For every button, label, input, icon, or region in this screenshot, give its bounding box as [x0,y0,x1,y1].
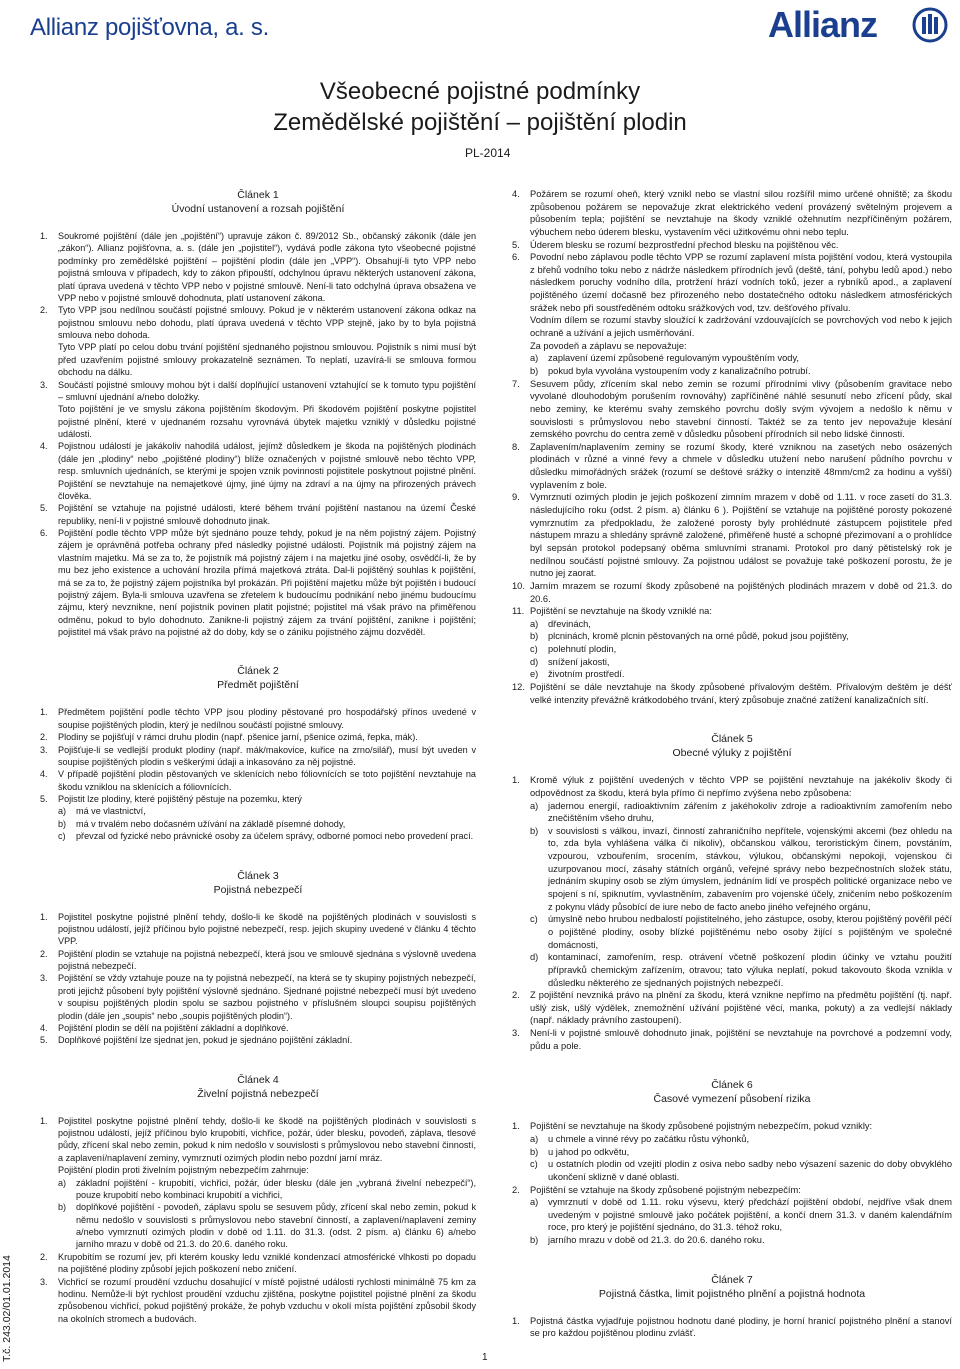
paragraph-number: 4. [40,441,48,452]
sub-item-letter: b) [58,1202,67,1213]
sub-item-letter: b) [530,631,539,642]
numbered-paragraph [512,1184,952,1197]
document-title-line2: Zemědělské pojištění – pojištění plodin [273,109,687,136]
numbered-paragraph [40,768,476,793]
sub-item-text: dřevinách, [548,618,591,629]
numbered-paragraph [40,1276,476,1326]
sub-item-text: snížení jakosti, [548,656,610,667]
paragraph-number: 10. [512,580,525,591]
sub-item-text: vymrznutí v době od 1.11. roku výsevu, který předchází pojištění období, nejdříve však dnem uvedeným v pojistné smlouvě jako počátek pojištění, a končí dnem 31.3. v daném kalendářním roce, pro který je pojištění sjednáno, do 31.3. téhož roku, [548,1197,952,1233]
paragraph-number: 1. [40,911,48,922]
sub-item [40,1177,476,1202]
paragraph-text: Pojistit lze plodiny, které pojištěný pěstuje na pozemku, který [58,794,302,804]
sub-item-letter: d) [530,656,539,667]
sub-item-letter: a) [58,1177,67,1188]
sub-item-text: životním prostředí. [548,669,625,680]
page-number: 1 [482,1352,488,1363]
section-spacer [40,1047,476,1073]
numbered-paragraph [512,1120,952,1133]
left-column [40,188,476,1325]
sub-item [512,800,952,825]
sub-item-text: plcninách, kromě plcnin pěstovaných na orné půdě, pokud jsou pojištěny, [548,631,849,642]
allianz-logo [768,4,950,48]
paragraph-number: 4. [40,769,48,780]
article-number: Článek 5 [711,733,753,746]
paragraph-number: 2. [40,948,48,959]
article-number: Článek 4 [237,1073,279,1086]
numbered-paragraph [512,491,952,579]
sub-item-letter: e) [530,669,539,680]
numbered-paragraph [512,989,952,1027]
paragraph-number: 1. [512,1121,520,1132]
continuation-paragraph: Toto pojištění je ve smyslu zákona pojištěním škodovým. Při škodovém pojištění poskytne pojistitel pojistné plnění, které v ujednaném rozsahu vyrovnává úbytek majetku vzniklý v důsledku pojistné události. [58,404,476,439]
sub-item-text: základní pojištění - krupobití, vichřici, požár, úder blesku (dále jen „vybraná živelní nebezpečí“), pouze krupobití nebo kombinaci krupobití a vichřici, [76,1177,476,1200]
paragraph-text: Jarním mrazem se rozumí škody způsobené na pojištěných plodinách mrazem v době od 21.3. do 20.6. [530,580,952,604]
paragraph-number: 6. [512,252,520,263]
article-number: Článek 1 [237,189,279,201]
numbered-paragraph [40,972,476,1022]
paragraph-number: 12. [512,681,525,692]
sub-item [512,913,952,951]
sub-item-letter: a) [530,1134,539,1144]
paragraph-text: Úderem blesku se rozumí bezprostřední přechod blesku na pojištěnou věc. [530,239,839,250]
numbered-paragraph [512,1315,952,1340]
sub-item-text: u chmele a vinné révy po začátku růstu výhonků, [548,1134,750,1144]
sub-item-letter: c) [530,1159,538,1170]
paragraph-text: Pojištění plodin se dělí na pojištění základní a doplňkové. [58,1022,289,1033]
paragraph-number: 3. [512,1028,520,1039]
paragraph-text: Z pojištění nevzniká právo na plnění za škodu, která vznikne nepřímo na předmětu pojištění (tj. např. ušlý zisk, ušlý výdělek, znemožnění užívání pojištěné věci, manka, pokuty) a za vedlejší náklady (např. náklady právního zastoupení). [530,990,952,1026]
sub-item-letter: d) [530,952,539,963]
sub-item-text: pokud byla vyvolána vystoupením vody z kanalizačního potrubí. [548,365,811,376]
sub-item [512,668,952,681]
article-heading [40,869,476,897]
sub-item [512,1234,952,1247]
numbered-paragraph [40,948,476,973]
document-title-line1: Všeobecné pojistné podmínky [319,78,641,105]
continuation-paragraph: Tyto VPP platí po celou dobu trvání pojištění sjednaného pojistnou smlouvou. Pojistník s nimi musí být před uzavřením pojistné smlouvy prokazatelně seznámen. To neplatí, uzavírá-li se smlouva formou obchodu na dálku. [58,342,476,378]
numbered-paragraph [512,774,952,799]
numbered-paragraph [512,681,952,706]
paragraph-number: 1. [512,1315,520,1326]
numbered-paragraph [40,379,476,404]
sub-item-letter: c) [530,914,538,925]
paragraph-number: 1. [40,707,48,718]
paragraph-number: 2. [40,305,48,316]
sub-item-text: má v trvalém nebo dočasném užívání na základě písemné dohody, [76,818,346,829]
paragraph-text: Pojištění se vztahuje na škody způsobené pojistným nebezpečím: [530,1184,801,1195]
numbered-paragraph [40,304,476,341]
paragraph-text: Vymrznutí ozimých plodin je jejich poškození zimním mrazem v době od 1.11. v roce zasetí do 31.3. následujícího roku (odst. 2 písm. a) článku 6 ). Pojištění se vztahuje na pojištěné porosty pokozené vymrznutím za předpokladu, že založené porosty byly prohlédnuté zástupcem pojistitele před nástupem mrazu a shledány správně založené, přiměřeně husté a schopné přezimovaní a o prohlídce byl sepsán protokol podepsaný oběma smluvními stranami. Protokol pro daný pětistelský rok je nedílnou součástí pojistné smlouvy. Za pojistnou událost se považuje také poškození porostu, že je nutno jej zaorat. [530,492,952,579]
paragraph-number: 5. [40,1035,48,1046]
continuation-paragraph: Za povodeň a záplavu se nepovažuje: [530,340,687,351]
paragraph-text: Krupobitím se rozumí jev, při kterém kousky ledu vzniklé kondenzací atmosférické vlhkosti po dopadu na pojištěné plodiny způsobí jejich poškození nebo zničení. [58,1251,476,1275]
right-column [512,188,952,1340]
sub-item-letter: a) [58,806,67,817]
numbered-paragraph [512,605,952,618]
paragraph-text: Zaplavením/naplavením zeminy se rozumí škody, které vzniknou na zasetých nebo osázených plodinách v různé a vinné řevy a chmele v důsledku utužení nebo narušení půdního povrchu v důsledku mimořádných srážek (rozumí se deštové srážky o intenzitě 48mm/cm2 za hodinu a vyšší) vyplavením z bole. [530,441,952,490]
sub-item [40,830,476,842]
paragraph-number: 5. [40,503,48,514]
sub-item [512,1158,952,1183]
sub-item-letter: b) [530,1235,539,1246]
sub-item-text: doplňkové pojištění - povodeň, záplavu spolu se sesuvem půdy, zřícení skal nebo zemin, pokud k němu nedošlo v souvislosti s průmyslovou nebo stavební činností, a zaplavení/naplavení zeminy a/nebo vymrznutí ozimých plodin v době od 1.11. do 31.3. (odst. 2 písm. a) článku 6) a/nebo jarního mrazu v době od 21.3. do 20.6. daného roku. [76,1202,476,1250]
paragraph-number: 1. [40,1115,48,1126]
numbered-paragraph [40,1251,476,1276]
sub-item-text: převzal od fyzické nebo právnické osoby za účelem správy, odborné pomoci nebo provedení prací. [76,831,474,842]
numbered-paragraph [512,580,952,605]
paragraph-text: Kromě výluk z pojištění uvedených v těchto VPP se pojištění nevztahuje na jakékoliv škody či odpovědnost za škodu, která byla přímo či nepřímo zvýšena nebo způsobena: [530,775,952,798]
sub-item-letter: b) [530,365,539,376]
numbered-paragraph [40,230,476,304]
article-title: Časové vymezení působení rizika [653,1093,811,1106]
article-title: Živelní pojistná nebezpečí [197,1087,319,1100]
numbered-paragraph [40,744,476,769]
paragraph-text: Pojištění se nevztahuje na škody vzniklé na: [530,606,712,617]
paragraph-text: Povodní nebo záplavou podle těchto VPP se rozumí zaplavení místa pojištění vodou, která vystoupila z břehů vodního toku nebo z nádrže následkem přírodních jevů (deště, tání, pohybu ledů apod.) nebo následkem poruchy vodního díla, protržení hrází vodních toků, jezer a rybníků apod., a zaplavení pojištěného území dočasně bez přirozeného nebo dostatečného odtoku následkem atmosférických srážek nebo při soustředěném odtoku srážkových vod, tzv. dešťového přívalu. [530,252,952,313]
paragraph-number: 2. [512,1184,520,1195]
sub-item-letter: a) [530,800,539,811]
sub-item-text: úmyslně nebo hrubou nedbalostí pojistitelného, jeho zástupce, osoby, kterou pojištěný pověřil péčí o pojištěné plodiny, osoby blízké pojištěnému nebo osoby žijící s pojištěným ve společné domácnosti, [548,914,952,950]
sub-item-text: zaplavení území způsobené regulovaným vypouštěním vody, [548,353,799,364]
paragraph-number: 11. [512,606,525,617]
paragraph-number: 1. [512,775,520,786]
sub-item-letter: b) [58,818,67,829]
article-title: Úvodní ustanovení a rozsah pojištění [171,203,345,215]
article-number: Článek 3 [237,869,279,882]
article-heading [512,1273,952,1301]
paragraph-number: 3. [40,744,48,755]
article-heading [40,664,476,692]
numbered-paragraph [40,911,476,948]
paragraph-number: 5. [40,794,48,804]
numbered-paragraph [40,440,476,502]
paragraph-number: 5. [512,239,520,250]
sub-item-letter: c) [530,644,538,655]
paragraph-text: Pojištění plodin se vztahuje na pojistná nebezpečí, která jsou ve smlouvě sjednána s výslovně uvedena pojistná nebezpečí. [58,948,476,971]
logo-wordmark: Allianz [768,4,878,45]
sub-item [512,951,952,989]
paragraph-text: Pojištění se vztahuje na pojistné události, které během trvání pojištění nastanou na území České republiky, není-li v pojistné smlouvě dohodnuto jinak. [58,503,476,526]
numbered-paragraph [512,188,952,239]
sub-item [40,818,476,830]
sub-item-letter: a) [530,1197,539,1208]
sub-item-letter: c) [58,831,66,842]
paragraph-number: 4. [512,189,520,199]
article-number: Článek 7 [711,1273,753,1286]
numbered-paragraph [512,441,952,492]
sub-item-letter: a) [530,618,539,629]
numbered-paragraph [512,378,952,441]
sub-item [512,825,952,913]
article-heading [40,1073,476,1101]
paragraph-text: Pojištění se vždy vztahuje pouze na ty pojistná nebezpečí, na která se ty skupiny pojistných nebezpečí, proti jejichž působení byly pojištění výslovně sjednáno. Sjednané pojistné nebezpečí musí být uvedeno v soupisu pojištěných plodin spolu se sazbou pojistného v příslušném sloupci soupisu pojištěných plodin (dále jen „soupis“ nebo „soupis pojištěných plodin“). [58,973,476,1021]
section-spacer [512,1052,952,1078]
numbered-paragraph [512,251,952,314]
paragraph-number: 9. [512,492,520,503]
company-name: Allianz pojišťovna, a. s. [30,14,269,41]
paragraph-text: Pojištění se dále nevztahuje na škody způsobené přívalovým deštěm. Přívalovým deštěm je déšť velké intenzity převážně krátkodobého trvání, který způsobuje značné zatížení kanalizačních sítí. [530,681,952,705]
sub-item-text: v souvislosti s válkou, invazí, činností zahraničního nepřítele, vojenskými akcemi (bez ohledu na to, zda byla vyhlášena válka či nikoliv), občanskou válkou, teroristickým činem, povstáním, vzpourou, vzbouřením, srocením, stávkou, výlukou, občanskými nepokoji, vojenskou či uzurpovanou mocí, zásahy státních orgánů, veřejné správy nebo bezpečnostních složek státu, jednáním skupiny osob se zlým úmyslem, jednáním lidí ve prospěch politické organizace nebo ve spojení s ní, spiknutím, vyvlastněním, zabavením pro vojenské účely, zničením nebo poškozením z pokynu vlády působící de iure nebo de facto anebo jiného veřejného orgánu, [548,825,952,912]
paragraph-text: Není-li v pojistné smlouvě dohodnuto jinak, pojištění se nevztahuje na povrchové a podzemní vody, půdu a pole. [530,1028,952,1051]
article-heading [40,188,476,216]
article-title: Pojistná nebezpečí [213,883,303,896]
sub-item [512,1196,952,1234]
article-title: Obecné výluky z pojištění [672,747,792,760]
paragraph-text: Součástí pojistné smlouvy mohou být i další doplňující ustanovení vztahující se k tomuto typu pojištění – smluvní ujednání a/nebo doložky. [58,379,476,402]
paragraph-number: 2. [512,990,520,1001]
article-heading [512,1078,952,1106]
paragraph-number: 1. [40,231,48,241]
sub-item-text: polehnutí plodin, [548,644,617,655]
section-spacer [40,638,476,664]
numbered-paragraph [40,502,476,527]
paragraph-text: Pojistná částka vyjadřuje pojistnou hodnotu dané plodiny, je horní hranicí pojistného plnění a stanoví se pro každou pojištěnou plodinu zvlášť. [530,1315,952,1339]
paragraph-number: 4. [40,1022,48,1033]
article-number: Článek 2 [237,665,279,678]
paragraph-text: Soukromé pojištění (dále jen „pojištění“) upravuje zákon č. 89/2012 Sb., občanský zákoník (dále jen „zákon“). Allianz pojišťovna, a. s. (dále jen „pojistitel“), vydává podle zákona tyto všeobecné pojistné podmínky pro zemědělské pojištění – pojištění plodin (dále jen „VPP“). Obsahují-li tyto VPP nebo pojistná smlouva v případech, kdy to zákon připouští, odchylnou úpravu některých ustanovení zákona, platí úprava uvedená v těchto VPP nebo v pojistné smlouvě. Není-li tato odchylná úprava obsažena ve VPP nebo v pojistné smlouvě dohodnuta, platí ustanovení zákona. [58,231,476,303]
paragraph-text: Předmětem pojištění podle těchto VPP jsou plodiny pěstované pro hospodářský přínos uvedené v soupise pojištěných plodin, který je nedílnou součástí pojistné smlouvy. [58,707,476,730]
sub-item [512,1133,952,1146]
numbered-paragraph [40,706,476,731]
paragraph-text: Pojistitel poskytne pojistné plnění tehdy, došlo-li ke škodě na pojištěných plodinách v souvislosti s pojistnou událostí, jejíž příčinou bylo pojistné nebezpečí, resp. jejich skupiny uvedené v článku 4 těchto VPP. [58,911,476,947]
sub-item [512,1146,952,1159]
paragraph-text: Pojišťuje-li se vedlejší produkt plodiny (např. mák/makovice, kuřice na zrno/silář), musí být uveden v soupise pojištěných plodin s veškerými údaji a inkasováno za něj pojistné. [58,744,476,767]
paragraph-number: 7. [512,378,520,389]
sub-item [512,618,952,631]
paragraph-number: 2. [40,732,48,743]
paragraph-text: Pojištění podle těchto VPP může být sjednáno pouze tehdy, pokud je na něm pojistný zájem. Pojistný zájem je oprávněná potřeba ochrany před následky pojistné události. Pojistník má pojistný zájem na vlastním majetku. Má se za to, že pojistník má pojistný zájem i na majetku jiné osoby, osvědčí-li, že by mu bez jeho existence a uchování hrozila přímá majetková ztráta. Dal-li pojištěný souhlas k pojištění, má se za to, že pojistný zájem pojistníka byl prokázán. Při pojištění majetku může být pojištěn i budoucí pojistný zájem. Byla-li smlouva uzavřena se zřetelem k budoucímu podnikání nebo jinému budoucímu zájmu, který nevznikne, není pojistník povinen platit pojistné; pojistitel má však právo na přiměřenou odměnu, pokud to bylo dohodnuto. Zanikne-li pojistný zájem za trvání pojištění, zanikne i pojištění; pojistitel má však právo na pojistné až do doby, kdy se o zániku pojistného zájmu dozvěděl. [58,528,476,637]
sub-item-text: má ve vlastnictví, [76,806,146,817]
paragraph-text: Vichřicí se rozumí proudění vzduchu dosahující v místě pojistné události rychlosti minimálně 75 km za hodinu. Nemůže-li být rychlost proudění vzduchu zjištěna, poskytne pojistitel pojistné plnění za škodu způsobenou vichřicí, pokud pojištěný prokáže, že pohyb vzduchu v okolí místa pojištění způsobil škody na okolních stromech a budovách. [58,1276,476,1324]
paragraph-text: Požárem se rozumí oheň, který vznikl nebo se vlastní silou rozšířil mimo určené ohniště; za škodu způsobenou požárem se nepovažuje zkrat elektrického vedení provázený světelným projevem a působením tepla; pojištění se nevztahuje na škody vzniklé ožehnutím nezpříčiněným požárem, výbuchem nebo úderem blesku, vystavením věci užitkovému ohni nebo teplu. [530,189,952,237]
sub-item [40,1201,476,1251]
paragraph-text: Plodiny se pojišťují v rámci druhu plodin (např. pšenice jarní, pšenice ozimá, řepka, mák). [58,732,418,743]
article-heading [512,732,952,760]
paragraph-number: 3. [40,973,48,984]
numbered-paragraph [40,793,476,805]
paragraph-text: Pojistitel poskytne pojistné plnění tehdy, došlo-li ke škodě na pojištěných plodinách v souvislosti s pojistnou událostí, jejíž příčinou bylo krupobití, vichřice, požár, úder blesku, povodeň, záplava, tlesové půdy, zřícení skal nebo zemin, pokud k nim nedošlo v souvislosti s průmyslovou nebo stavební činností, a zaplavení/naplavení zeminy, vymrznutí ozimých plodin nebo pozdní jarní mráz. [58,1115,476,1163]
sub-item [512,656,952,669]
numbered-paragraph [40,1034,476,1046]
numbered-paragraph [512,1027,952,1052]
side-document-code: T.č. 243.02/01.01.2014 [1,1255,13,1362]
sub-item-text: kontaminací, zamořením, resp. otrávení včetně poškození plodin účinky ve vztahu použití přípravků chemickým zařízením, otravou; tato výluka neplatí, pokud takovouto škoda vznikla v důsledku některého ze sjednaných pojistných nebezpečí. [548,952,952,988]
paragraph-text: Doplňkové pojištění lze sjednat jen, pokud je sjednáno pojištění základní. [58,1035,353,1046]
paragraph-text: Pojištění se nevztahuje na škody způsobené pojistným nebezpečím, pokud vznikly: [530,1121,873,1132]
continuation-paragraph: Vodním dílem se rozumí stavby sloužící k zadržování vzdouvajících se povrchových vod nebo k jejich ochraně a užívání a jejich usměrňování. [530,315,952,339]
section-spacer [512,706,952,732]
section-spacer [512,1247,952,1273]
sub-item-letter: b) [530,825,539,836]
sub-item [40,805,476,817]
paragraph-text: V případě pojištění plodin pěstovaných ve sklenících nebo fóliovnících se toto pojištění nevztahuje na škodu vzniklou na sklenících a fóliovnících. [58,769,476,792]
continuation-paragraph: Pojištění plodin proti živelním pojistným nebezpečím zahrnuje: [58,1165,309,1176]
numbered-paragraph [40,527,476,638]
numbered-paragraph [40,731,476,743]
sub-item [512,365,952,378]
paragraph-number: 6. [40,528,48,538]
paragraph-text: Sesuvem půdy, zřícením skal nebo zemin se rozumí přírodními vlivy (působením gravitace nebo vyvolané dlouhodobým porušením rovnováhy) zapříčiněné náhlé sesunutí nebo zřícení půdy, skal nebo zeminy, ke kterému svahy zemského povrchu došly svým vývojem a nedošlo k němu v souvislosti s průmyslovou nebo stavební činností. Taktéž se za tento jev nepovažuje klesání zemského povrchu do centra země v důsledku působení přírodních sil nebo lidské činnosti. [530,378,952,440]
sub-item-text: jarního mrazu v době od 21.3. do 20.6. daného roku. [548,1235,765,1246]
document-code: PL-2014 [465,146,511,160]
paragraph-number: 3. [40,379,48,390]
allianz-eagle-icon [912,7,948,43]
paragraph-number: 3. [40,1276,48,1287]
sub-item [512,643,952,656]
paragraph-number: 2. [40,1251,48,1262]
sub-item [512,630,952,643]
sub-item-text: jadernou energií, radioaktivním zářením z jakéhokoliv zdroje a radioaktivním zamořením nebo znečištěním všeho druhu, [548,800,952,824]
numbered-paragraph [512,239,952,252]
section-spacer [40,843,476,869]
paragraph-text: Pojistnou událostí je jakákoliv nahodilá událost, jejímž důsledkem je škoda na pojištěných plodinách (dále jen „plodiny“ nebo „pojištěné plodiny“) blíže označených v pojistné smlouvě nebo těchto VPP, resp. smluvních ujednáních, se kterými je spojen vznik povinnosti pojistitele poskytnout pojistné plnění. Pojištění se nevztahuje na nemajetkové újmy, jiné újmy na zdraví a na újmy na přirozených právech člověka. [58,441,476,501]
sub-item-letter: a) [530,353,539,364]
paragraph-text: Tyto VPP jsou nedílnou součástí pojistné smlouvy. Pokud je v některém ustanovení zákona odkaz na pojistnou smlouvu nebo dohodu, platí úprava uvedená v těchto VPP stejně, jako by to byla pojistná smlouva nebo dohoda. [58,305,476,340]
sub-item-text: u jahod po odkvětu, [548,1146,630,1157]
numbered-paragraph [40,1115,476,1165]
sub-item [512,352,952,365]
numbered-paragraph [40,1022,476,1034]
article-title: Předmět pojištění [217,679,299,692]
paragraph-number: 8. [512,441,520,452]
article-title: Pojistná částka, limit pojistného plnění a pojistná hodnota [598,1287,866,1300]
sub-item-text: u ostatních plodin od vzejití plodin z osiva nebo sadby nebo výsazení sazenic do doby obvyklého ukončení sklizně v dané oblasti. [548,1159,952,1182]
sub-item-letter: b) [530,1146,539,1157]
article-number: Článek 6 [711,1079,753,1092]
